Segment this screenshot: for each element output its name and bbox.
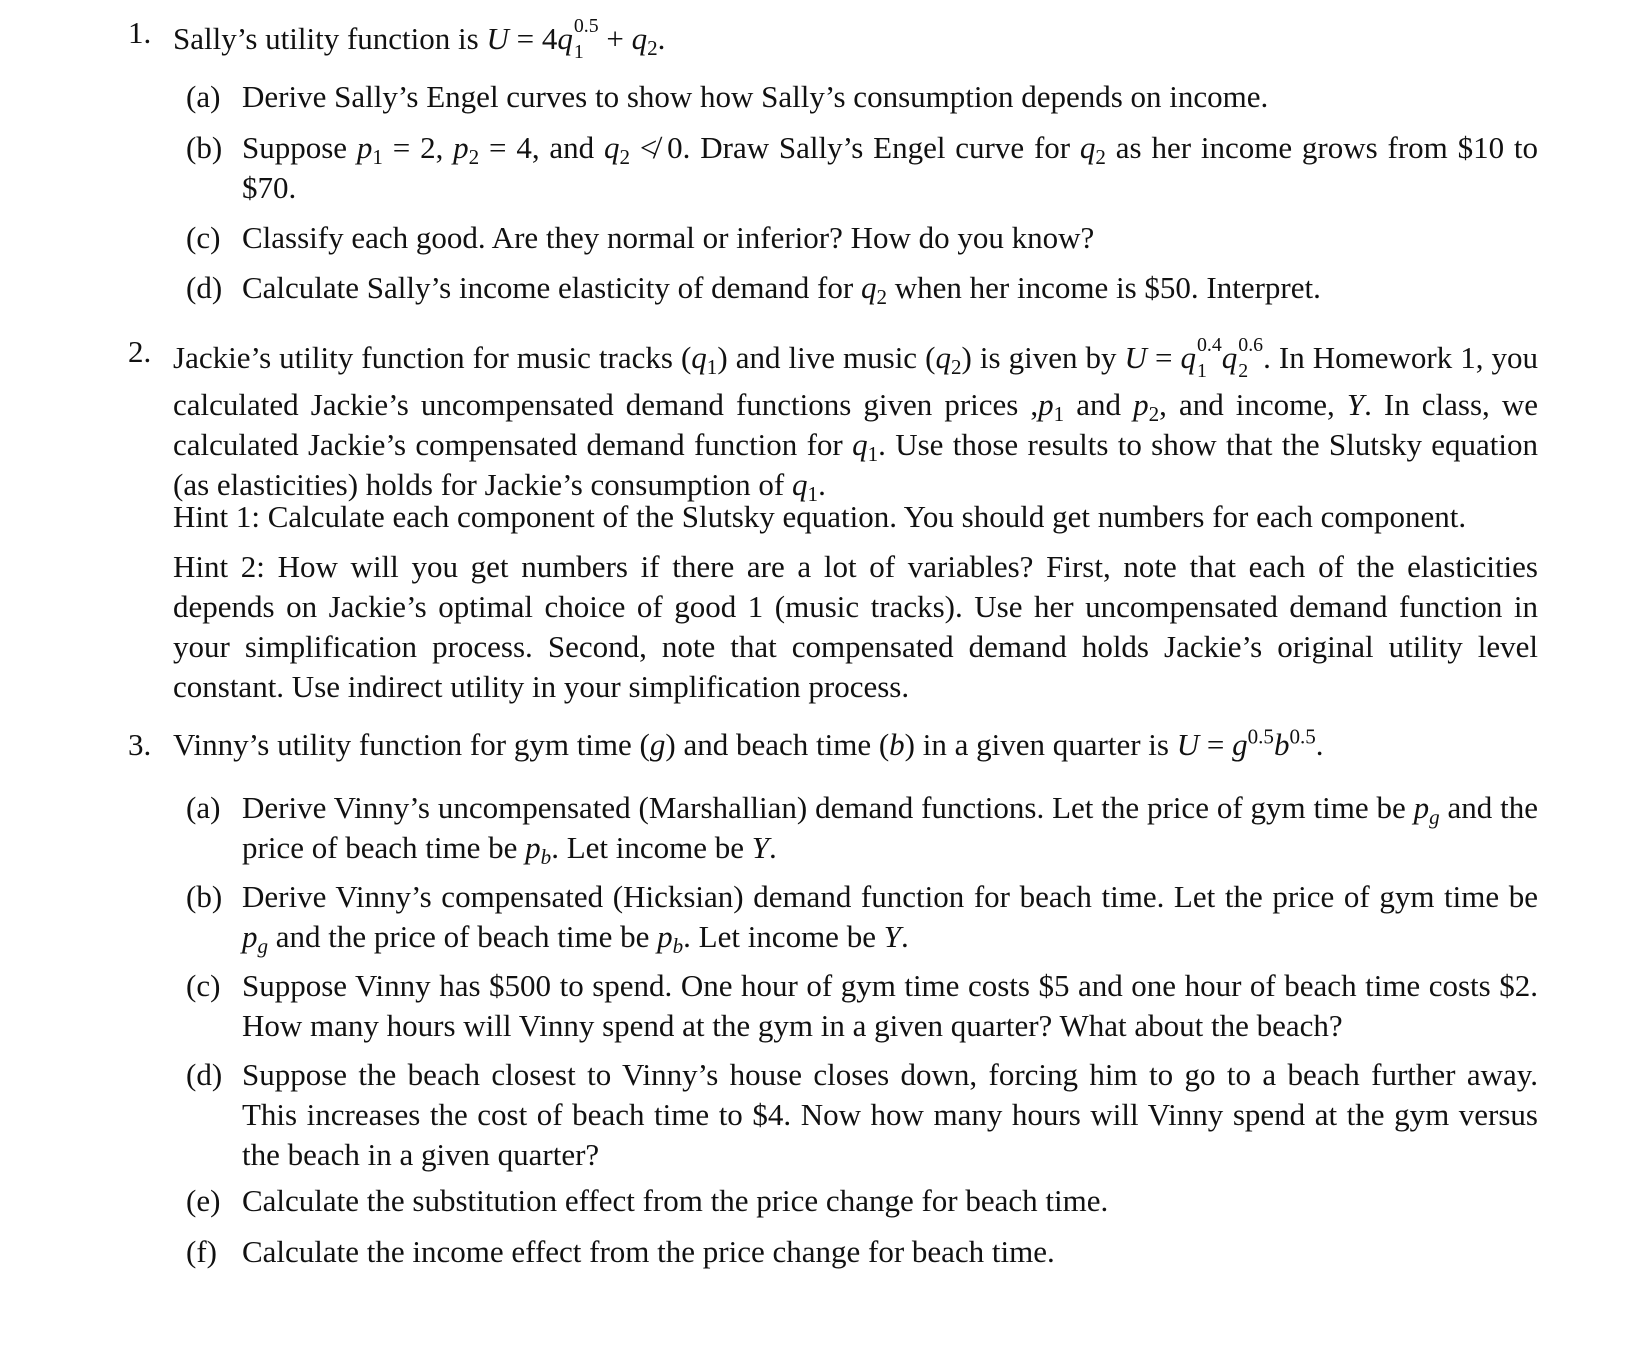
utility-equation: $U = g^{0.5}b^{0.5}$.: [1176, 724, 1324, 762]
var-pg: $p_g$: [1413, 790, 1440, 829]
var-income: Y.: [1346, 386, 1372, 422]
part-label: (a): [186, 790, 221, 825]
part-text: Suppose the beach closest to Vinny’s house closes down, forcing him to go to a beach further away. This increases the cost of beach time to $4. Now how many hours will Vinny spend at the gym versus the beach in a given quarter?: [242, 1057, 1538, 1172]
utility-equation: U = 4q 0.5 1 + $q_2$.: [486, 15, 666, 64]
part-3b: [186, 877, 1538, 957]
text-run: In class, we calculated Jackie’s compensated demand function for: [173, 386, 1539, 462]
var-q1: $q_1$.: [852, 426, 886, 466]
part-text: [242, 877, 1538, 957]
text-run: and beach time: [683, 727, 872, 762]
var-q2: $q_2$: [1079, 130, 1106, 169]
part-label: (c): [186, 968, 221, 1003]
text-run: Jackie’s utility function for music tracks: [173, 340, 673, 376]
var-q1: $q_1$.: [792, 466, 826, 506]
problem-number: 1.: [128, 15, 152, 50]
var-pb: $p_b$.: [525, 830, 559, 869]
text-run: and the price of beach time be: [275, 919, 650, 954]
text-run: and live music: [735, 340, 918, 376]
part-1c: [186, 218, 1538, 258]
part-label: (a): [186, 79, 221, 114]
hint-2: Hint 2: How will you get numbers if there are a lot of variables? First, note that each of the elasticities depends on Jackie’s optimal choice of good 1 (music tracks). Use her uncompensated demand function in your simplification process. Second, note that compensated demand holds Jackie’s original utility level constant. Use indirect utility in your simplification process.: [173, 549, 1538, 704]
part-3e: [186, 1181, 1538, 1221]
problem-number: 3.: [128, 727, 152, 762]
part-text: Classify each good. Are they normal or inferior? How do you know?: [242, 220, 1095, 255]
problem-2: [128, 332, 1538, 505]
problem-number: 2.: [128, 334, 152, 369]
problem-1: [128, 13, 1538, 66]
text-run: when her income is $50. Interpret.: [894, 270, 1321, 305]
part-label: (b): [186, 879, 223, 914]
part-text: Suppose Vinny has $500 to spend. One hour of gym time costs $5 and one hour of beach time costs $2. How many hours will Vinny spend at the gym in a given quarter? What about the beach?: [242, 968, 1538, 1043]
var-pg: $p_g$: [242, 919, 269, 958]
var-q2: $(q_2)$: [925, 340, 972, 379]
var-y: Y.: [883, 919, 909, 954]
var-q1: $(q_1)$: [680, 340, 728, 379]
part-label: (b): [186, 130, 223, 165]
part-1d: [186, 268, 1538, 308]
problem-1-stem: [173, 13, 1538, 66]
text-run: Calculate Sally’s income elasticity of demand for: [242, 270, 854, 305]
var-g: (g): [639, 727, 676, 762]
text-run: Use those results to show that the Slutsky equation (as elasticities) holds for Jackie’s consumption of: [173, 426, 1539, 502]
text-run: Suppose: [242, 130, 348, 165]
part-3c: [186, 966, 1538, 1046]
text-run: Derive Vinny’s uncompensated (Marshallian) demand functions. Let the price of gym time be: [242, 790, 1406, 825]
text-run: Let income be: [566, 830, 745, 865]
part-label: (e): [186, 1183, 221, 1218]
hint-1: Hint 1: Calculate each component of the Slutsky equation. You should get numbers for each component.: [173, 499, 1467, 534]
text-run: and the price of beach time be: [242, 790, 1539, 865]
part-text: Calculate the substitution effect from the price change for beach time.: [242, 1183, 1109, 1218]
part-text: [242, 268, 1538, 308]
part-label: (c): [186, 220, 221, 255]
part-1a: [186, 77, 1538, 117]
var-y: Y.: [751, 830, 777, 865]
part-1b: [186, 128, 1538, 208]
part-text: [242, 788, 1538, 868]
text-run: Derive Vinny’s compensated (Hicksian) demand function for beach time. Let the price of gym time be: [242, 879, 1538, 914]
part-label: (d): [186, 270, 223, 305]
text-run: and income,: [1178, 386, 1335, 422]
problem-2-text: [173, 332, 1538, 505]
part-text: [242, 128, 1538, 208]
var-pb: $p_b$.: [657, 919, 691, 958]
text-run: as her income grows from $10 to $70.: [242, 130, 1539, 205]
stem-text: Sally’s utility function is: [173, 21, 479, 57]
text-run: Let income be: [698, 919, 876, 954]
text-run: in a given quarter is: [922, 727, 1169, 762]
text-run: Draw Sally’s Engel curve for: [700, 130, 1071, 165]
text-run: In Homework 1, you calculated Jackie’s uncompensated demand functions given prices ,: [173, 340, 1539, 422]
text-run: Vinny’s utility function for gym time: [173, 727, 632, 762]
part-3a: [186, 788, 1538, 868]
part-text: Calculate the income effect from the price change for beach time.: [242, 1234, 1055, 1269]
problem-3-stem: [173, 725, 1538, 765]
price-equation: $p_1 = 2$, $p_2 = 4$, and $q_2$ ≮ 0.: [356, 130, 691, 169]
problem-3: [128, 725, 1538, 765]
var-q2: $q_2$: [860, 270, 888, 309]
prices: $p_1$ and $p_2$,: [1038, 386, 1167, 426]
part-label: (d): [186, 1057, 223, 1092]
part-3f: [186, 1232, 1538, 1272]
utility-equation: U = q 0.4 1 q 0.6 2 .: [1124, 334, 1271, 383]
var-b: (b): [878, 727, 915, 762]
part-label: (f): [186, 1234, 217, 1269]
part-3d: [186, 1055, 1538, 1175]
part-text: Derive Sally’s Engel curves to show how Sally’s consumption depends on income.: [242, 79, 1269, 114]
text-run: is given by: [979, 340, 1117, 376]
